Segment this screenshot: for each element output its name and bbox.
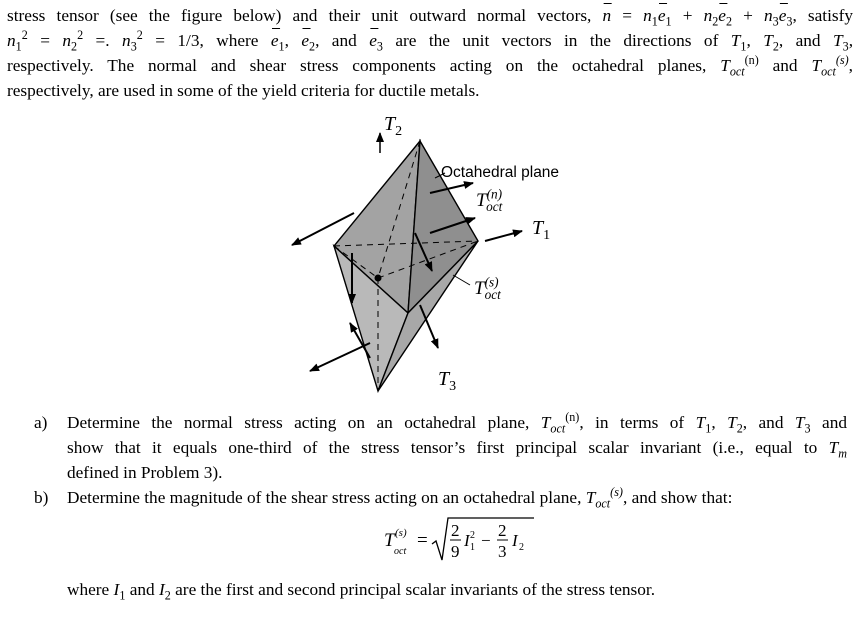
t1-axis-arrow bbox=[485, 231, 522, 241]
shear-label-pointer bbox=[453, 275, 470, 285]
normal-vector-symbol: ⇀ n bbox=[603, 3, 612, 28]
svg-text:−: − bbox=[481, 531, 491, 550]
octahedron-figure bbox=[270, 113, 590, 403]
svg-text:=: = bbox=[417, 530, 428, 551]
intro-line-4: respectively, are used in some of the yield criteria for ductile metals. bbox=[7, 81, 480, 100]
svg-text:T: T bbox=[384, 530, 395, 551]
intro-line-1: stress tensor (see the figure below) and their unit outward normal vectors, ⇀ $n = n_1⇀$ $e_1$ + $n_2⇀$ $e_2$ + $n_3⇀$ $e_3$, satisfy bbox=[7, 3, 853, 28]
svg-text:2: 2 bbox=[498, 521, 507, 540]
formula-svg bbox=[384, 514, 544, 566]
intro-paragraph bbox=[7, 3, 853, 103]
intro-line-2: $n_1^2 = n_2^2$ =. $n_3^2 = 1/3$, where ⇀ $e_1$, ⇀ $e_2$, and ⇀ $e_3$ are the unit vectors in the directions of $T_1$, $T_2$, and $T_3$, bbox=[7, 28, 853, 53]
t2-label: $T_2$ bbox=[384, 113, 403, 139]
question-a-text: Determine the normal stress acting on an octahedral plane, $T_{oct}^{(n)}$, in terms of $T_1$, $T_2$, and $T_3$ and show that it equals one-third of the stress tensor’s first principal scalar invariant (i.e., equal to $T_m$ defined in Problem 3). bbox=[67, 410, 847, 482]
svg-text:3: 3 bbox=[498, 542, 507, 561]
question-b-text: Determine the magnitude of the shear stress acting on an octahedral plane, $T_{oct}^{(s)}$, and show that: bbox=[67, 485, 733, 511]
question-b-marker: b) bbox=[34, 488, 49, 507]
t3-label: $T_3$ bbox=[438, 368, 457, 394]
svg-text:2: 2 bbox=[470, 530, 475, 541]
t1-label: $T_1$ bbox=[532, 217, 551, 243]
shear-stress-formula bbox=[384, 514, 544, 566]
svg-text:2: 2 bbox=[519, 542, 524, 553]
svg-text:I: I bbox=[512, 531, 518, 550]
svg-text:1: 1 bbox=[470, 542, 475, 553]
t-oct-s-label: $T^{(s)}_{oct}$ bbox=[474, 274, 501, 302]
svg-text:9: 9 bbox=[451, 542, 460, 561]
origin-point bbox=[375, 275, 382, 282]
intro-line-3: respectively. The normal and shear stress components acting on the octahedral planes, $T_{oct}^{(n)}$ and $T_{oct}^{(s)}$, bbox=[7, 53, 853, 78]
svg-text:I: I bbox=[464, 531, 470, 550]
svg-text:2: 2 bbox=[451, 521, 460, 540]
octahedral-plane-label: Octahedral plane bbox=[441, 164, 560, 181]
closing-sentence: where $I_1$ and $I_2$ are the first and second principal scalar invariants of the stress tensor. bbox=[67, 580, 656, 603]
svg-text:oct: oct bbox=[394, 546, 407, 557]
svg-text:(s): (s) bbox=[395, 527, 407, 539]
octahedron-diagram bbox=[270, 113, 590, 403]
t-oct-n-label: $T^{(n)}_{oct}$ bbox=[476, 186, 503, 214]
question-a-marker: a) bbox=[34, 413, 48, 432]
